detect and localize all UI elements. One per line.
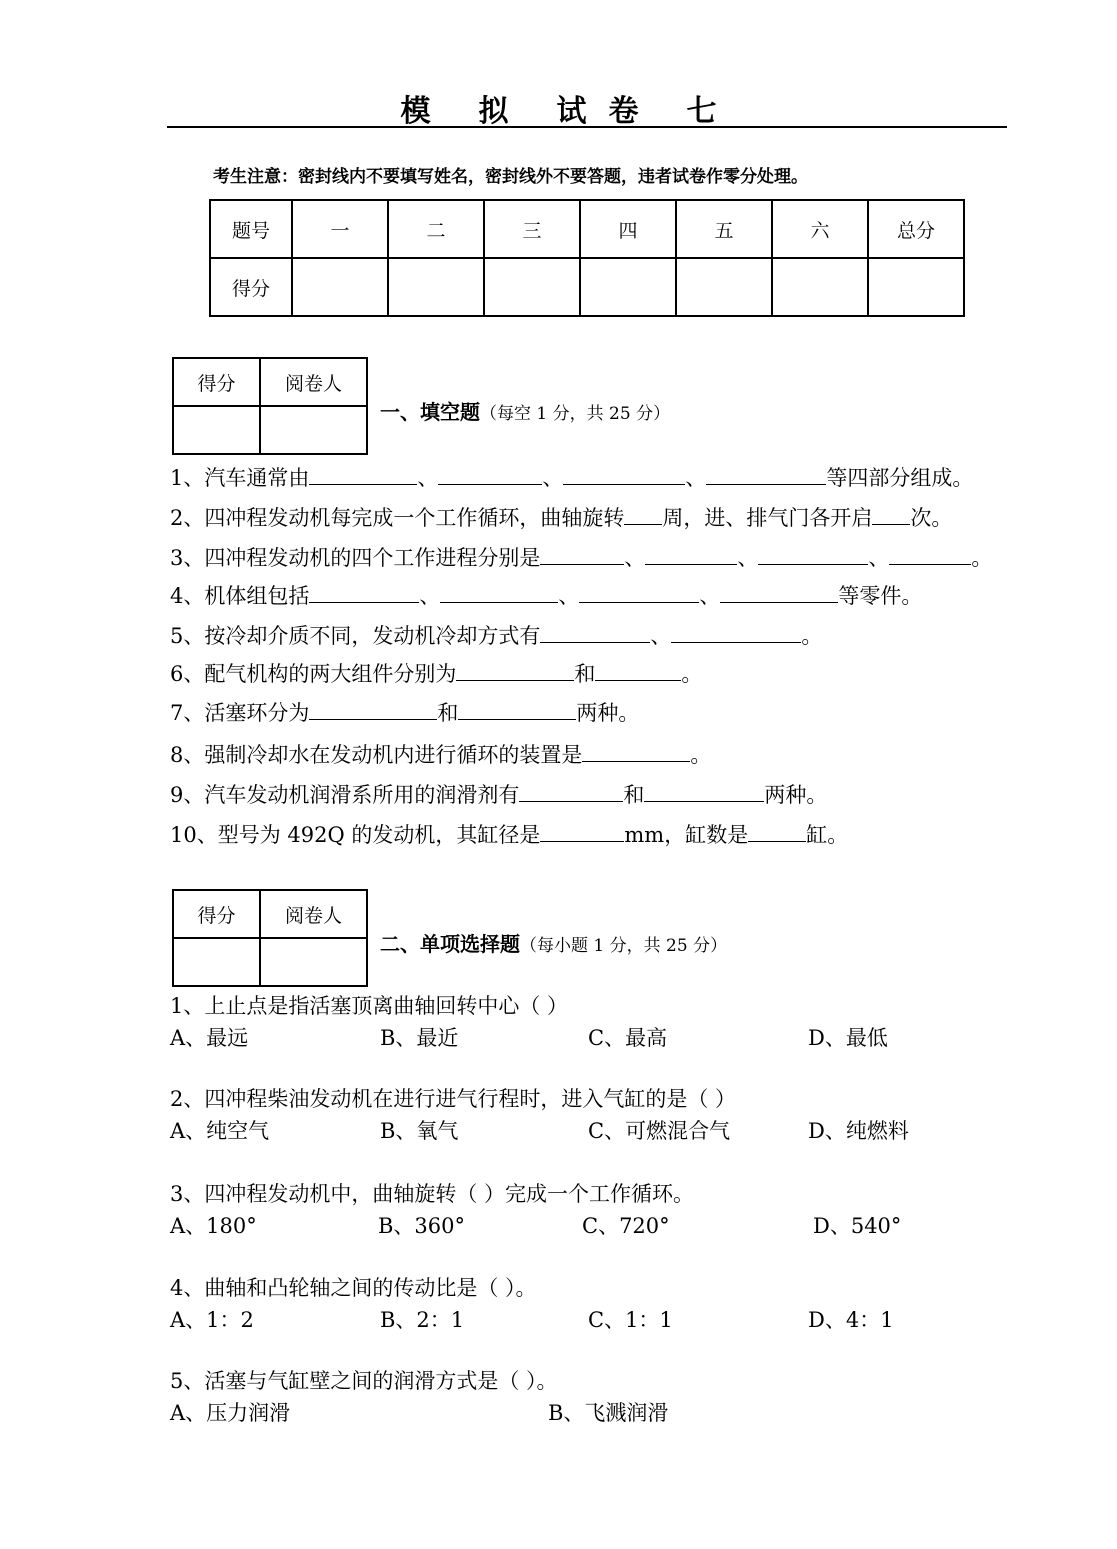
answer-blank[interactable] — [519, 781, 623, 802]
score-cell[interactable] — [676, 258, 772, 316]
score-cell[interactable] — [292, 258, 388, 316]
score-table — [209, 199, 965, 317]
answer-blank[interactable] — [438, 464, 542, 485]
score-cell[interactable] — [772, 258, 868, 316]
score-cell[interactable] — [580, 258, 676, 316]
choice-question-1: 1、上止点是指活塞顶离曲轴回转中心（ ） — [170, 994, 569, 1018]
option[interactable]: A、压力润滑 — [170, 1401, 291, 1425]
fill-question-9: 9、汽车发动机润滑系所用的润滑剂有 和 两种。 — [170, 783, 828, 807]
score-row-label: 得分 — [210, 258, 292, 316]
answer-blank[interactable] — [540, 622, 650, 643]
score-table-score-row — [210, 258, 964, 316]
title-char: 模 — [400, 94, 431, 129]
score-header-cell: 五 — [676, 200, 772, 258]
answer-blank[interactable] — [645, 544, 737, 565]
exam-notice: 考生注意：密封线内不要填写姓名，密封线外不要答题，违者试卷作零分处理。 — [213, 167, 808, 187]
option[interactable]: B、360° — [378, 1214, 466, 1238]
answer-blank[interactable] — [706, 464, 826, 485]
section-title: 一、填空题 — [380, 400, 480, 424]
option[interactable]: B、飞溅润滑 — [548, 1401, 669, 1425]
choice-question-2: 2、四冲程柴油发动机在进行进气行程时，进入气缸的是（ ） — [170, 1087, 737, 1111]
option[interactable]: D、4：1 — [808, 1308, 894, 1332]
score-header-cell: 六 — [772, 200, 868, 258]
answer-blank[interactable] — [579, 582, 699, 603]
fill-question-1: 1、汽车通常由 、 、 、 等四部分组成。 — [170, 466, 974, 490]
grader-name-label: 阅卷人 — [260, 358, 367, 406]
option[interactable]: A、纯空气 — [170, 1119, 270, 1143]
option[interactable]: B、2：1 — [380, 1308, 465, 1332]
grader-score-label: 得分 — [173, 890, 260, 938]
score-cell[interactable] — [868, 258, 964, 316]
grader-score-label: 得分 — [173, 358, 260, 406]
score-header-cell: 二 — [388, 200, 484, 258]
page-title — [0, 86, 1117, 130]
answer-blank[interactable] — [644, 781, 764, 802]
fill-question-8: 8、强制冷却水在发动机内进行循环的装置是 。 — [170, 743, 712, 767]
answer-blank[interactable] — [309, 582, 419, 603]
score-table-header-row — [210, 200, 964, 258]
fill-question-3: 3、四冲程发动机的四个工作进程分别是 、 、 、 。 — [170, 546, 993, 570]
section-note: （每空 1 分，共 25 分） — [480, 404, 671, 424]
answer-blank[interactable] — [309, 464, 417, 485]
answer-blank[interactable] — [758, 544, 868, 565]
score-cell[interactable] — [388, 258, 484, 316]
choice-question-3: 3、四冲程发动机中，曲轴旋转（ ）完成一个工作循环。 — [170, 1182, 695, 1206]
choice-question-5: 5、活塞与气缸壁之间的润滑方式是（ ）。 — [170, 1369, 558, 1393]
option[interactable]: C、可燃混合气 — [588, 1119, 731, 1143]
grader-name-cell[interactable] — [260, 938, 367, 986]
title-char: 拟 — [478, 94, 509, 129]
score-header-cell: 三 — [484, 200, 580, 258]
option[interactable]: B、氧气 — [380, 1119, 459, 1143]
option[interactable]: C、1：1 — [588, 1308, 673, 1332]
option[interactable]: A、180° — [170, 1214, 257, 1238]
fill-question-6: 6、配气机构的两大组件分别为 和 。 — [170, 662, 703, 686]
fill-question-2: 2、四冲程发动机每完成一个工作循环，曲轴旋转 周，进、排气门各开启 次。 — [170, 506, 953, 530]
fill-question-10: 10、型号为 492Q 的发动机，其缸径是 mm，缸数是 缸。 — [170, 823, 849, 847]
answer-blank[interactable] — [595, 660, 681, 681]
answer-blank[interactable] — [671, 622, 801, 643]
score-header-cell: 一 — [292, 200, 388, 258]
grader-name-cell[interactable] — [260, 406, 367, 454]
score-header-cell: 题号 — [210, 200, 292, 258]
answer-blank[interactable] — [748, 821, 806, 842]
grader-box — [172, 357, 368, 455]
section-title: 二、单项选择题 — [380, 932, 520, 956]
answer-blank[interactable] — [582, 741, 690, 762]
fill-question-7: 7、活塞环分为 和 两种。 — [170, 701, 640, 725]
answer-blank[interactable] — [889, 544, 971, 565]
score-cell[interactable] — [484, 258, 580, 316]
answer-blank[interactable] — [458, 699, 576, 720]
title-char: 卷 — [608, 94, 639, 129]
section-note: （每小题 1 分，共 25 分） — [520, 936, 728, 956]
option[interactable]: D、纯燃料 — [808, 1119, 909, 1143]
choice-question-4: 4、曲轴和凸轮轴之间的传动比是（ ）。 — [170, 1276, 537, 1300]
grader-name-label: 阅卷人 — [260, 890, 367, 938]
answer-blank[interactable] — [720, 582, 838, 603]
fill-question-5: 5、按冷却介质不同，发动机冷却方式有 、 。 — [170, 624, 823, 648]
answer-blank[interactable] — [563, 464, 685, 485]
option[interactable]: C、720° — [582, 1214, 670, 1238]
fill-question-4: 4、机体组包括 、 、 、 等零件。 — [170, 584, 923, 608]
answer-blank[interactable] — [540, 544, 624, 565]
answer-blank[interactable] — [440, 582, 558, 603]
answer-blank[interactable] — [624, 504, 662, 525]
score-header-cell: 总分 — [868, 200, 964, 258]
score-header-cell: 四 — [580, 200, 676, 258]
grader-score-cell[interactable] — [173, 406, 260, 454]
section-heading — [380, 396, 670, 425]
option[interactable]: A、最远 — [170, 1026, 249, 1050]
answer-blank[interactable] — [540, 821, 624, 842]
option[interactable]: D、最低 — [808, 1026, 888, 1050]
answer-blank[interactable] — [872, 504, 910, 525]
title-char: 七 — [686, 94, 717, 129]
grader-box — [172, 889, 368, 987]
option[interactable]: C、最高 — [588, 1026, 668, 1050]
title-rule — [167, 126, 1007, 128]
option[interactable]: A、1：2 — [170, 1308, 254, 1332]
answer-blank[interactable] — [309, 699, 437, 720]
section-heading — [380, 928, 727, 957]
option[interactable]: B、最近 — [380, 1026, 459, 1050]
grader-score-cell[interactable] — [173, 938, 260, 986]
option[interactable]: D、540° — [813, 1214, 902, 1238]
title-char: 试 — [556, 94, 587, 129]
answer-blank[interactable] — [456, 660, 574, 681]
